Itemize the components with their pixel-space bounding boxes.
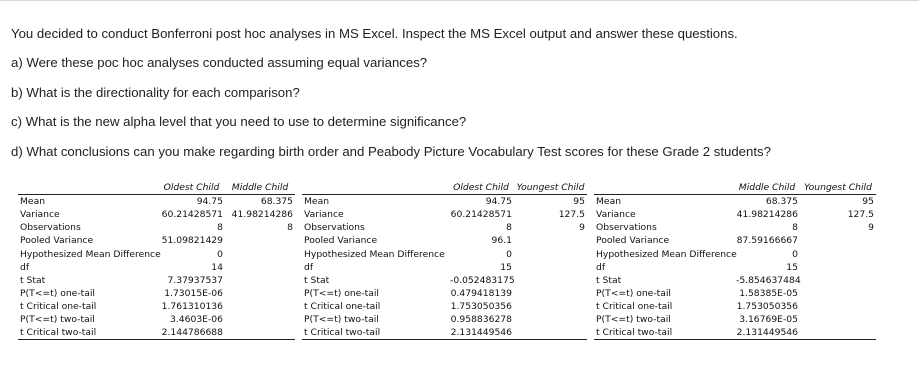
cell: 8 — [506, 222, 512, 234]
cell: 2.131449546 — [734, 326, 800, 340]
cell: 1.58385E-05 — [739, 287, 798, 299]
cell — [225, 274, 295, 287]
cell: 127.5 — [558, 209, 585, 221]
ttest-table-oldest-vs-youngest — [302, 181, 587, 340]
row-label: P(T<=t) one-tail — [596, 287, 671, 299]
cell: 96.1 — [491, 235, 512, 247]
cell: 95 — [800, 195, 876, 209]
cell — [800, 313, 876, 326]
column-header: Middle Child — [225, 181, 295, 195]
ttest-table-middle-vs-youngest — [594, 181, 876, 340]
cell: 7.37937537 — [167, 274, 223, 286]
row-label: t Stat — [304, 274, 330, 286]
cell — [800, 247, 876, 260]
cell — [800, 300, 876, 313]
row-label: t Critical two-tail — [594, 326, 734, 340]
row-label: Mean — [302, 195, 448, 209]
column-header: Middle Child — [734, 181, 800, 195]
cell — [514, 300, 587, 313]
row-label: Variance — [304, 209, 344, 221]
cell — [225, 234, 295, 247]
intro-text: You decided to conduct Bonferroni post hoc analyses in MS Excel. Inspect the MS Excel output and answer these questions. — [11, 26, 738, 41]
cell: 15 — [786, 261, 798, 273]
cell: 94.75 — [448, 195, 514, 209]
header-blank — [594, 181, 734, 195]
cell: 51.09821429 — [161, 235, 223, 247]
cell — [800, 326, 876, 340]
row-label: t Stat — [596, 274, 622, 286]
cell: 94.75 — [158, 195, 225, 209]
top-divider — [0, 0, 919, 1]
question-a: a) Were these poc hoc analyses conducted assuming equal variances? — [11, 55, 428, 70]
cell: 0 — [506, 248, 512, 260]
row-label: Observations — [596, 222, 657, 234]
cell: 0.958836278 — [450, 313, 512, 325]
cell — [800, 261, 876, 274]
cell — [225, 287, 295, 300]
cell: 1.753050356 — [450, 300, 512, 312]
row-label: Pooled Variance — [304, 235, 378, 247]
cell: 60.21428571 — [450, 209, 512, 221]
cell: 2.144786688 — [158, 326, 225, 340]
cell: 68.375 — [225, 195, 295, 209]
row-label: t Critical one-tail — [596, 300, 673, 312]
column-header: Youngest Child — [514, 181, 587, 195]
cell — [800, 234, 876, 247]
cell: 87.59166667 — [736, 235, 798, 247]
cell: 15 — [500, 261, 512, 273]
row-label: t Critical one-tail — [304, 300, 381, 312]
row-label: df — [304, 261, 314, 273]
cell: 14 — [211, 261, 223, 273]
row-label: Hypothesized Mean Difference — [596, 248, 737, 260]
column-header: Youngest Child — [800, 181, 876, 195]
cell — [514, 247, 587, 260]
question-b: b) What is the directionality for each comparison? — [11, 85, 300, 100]
cell: 68.375 — [734, 195, 800, 209]
cell: 60.21428571 — [161, 209, 223, 221]
row-label: Mean — [594, 195, 734, 209]
cell: 1.753050356 — [736, 300, 798, 312]
column-header: Oldest Child — [448, 181, 514, 195]
cell: 8 — [792, 222, 798, 234]
cell: 9 — [579, 222, 585, 234]
cell: 0 — [792, 248, 798, 260]
cell — [514, 261, 587, 274]
row-label: Observations — [304, 222, 365, 234]
cell: 3.16769E-05 — [739, 313, 798, 325]
row-label: P(T<=t) one-tail — [304, 287, 379, 299]
cell — [514, 274, 587, 287]
row-label: t Critical two-tail — [18, 326, 158, 340]
row-label: P(T<=t) one-tail — [20, 287, 95, 299]
cell: 3.4603E-06 — [170, 313, 223, 325]
row-label: Hypothesized Mean Difference — [304, 248, 445, 260]
header-blank — [302, 181, 448, 195]
cell: 8 — [217, 222, 223, 234]
row-label: P(T<=t) two-tail — [304, 313, 379, 325]
row-label: Hypothesized Mean Difference — [20, 248, 161, 260]
cell: 127.5 — [847, 209, 874, 221]
cell — [514, 234, 587, 247]
cell: -5.854637484 — [736, 274, 801, 286]
cell — [800, 287, 876, 300]
cell — [225, 313, 295, 326]
cell — [800, 274, 876, 287]
column-header: Oldest Child — [158, 181, 225, 195]
cell: -0.052483175 — [450, 274, 515, 286]
cell: 8 — [287, 222, 293, 234]
header-blank — [18, 181, 158, 195]
cell: 2.131449546 — [448, 326, 514, 340]
row-label: P(T<=t) two-tail — [20, 313, 95, 325]
cell: 41.98214286 — [231, 209, 293, 221]
row-label: t Critical one-tail — [20, 300, 97, 312]
cell: 41.98214286 — [736, 209, 798, 221]
cell — [225, 300, 295, 313]
row-label: P(T<=t) two-tail — [596, 313, 671, 325]
row-label: Variance — [20, 209, 60, 221]
ttest-table-oldest-vs-middle — [18, 181, 295, 340]
cell: 9 — [868, 222, 874, 234]
question-c: c) What is the new alpha level that you need to use to determine significance? — [11, 114, 467, 129]
cell: 1.761310136 — [161, 300, 223, 312]
cell — [514, 313, 587, 326]
cell — [225, 326, 295, 340]
row-label: Variance — [596, 209, 636, 221]
question-d: d) What conclusions can you make regarding birth order and Peabody Picture Vocabulary Test scores for these Grade 2 students? — [11, 144, 771, 159]
row-label: t Critical two-tail — [302, 326, 448, 340]
row-label: df — [20, 261, 30, 273]
row-label: t Stat — [20, 274, 46, 286]
cell: 0.479418139 — [450, 287, 512, 299]
cell: 0 — [217, 248, 223, 260]
row-label: df — [596, 261, 606, 273]
row-label: Observations — [20, 222, 81, 234]
cell — [514, 326, 587, 340]
cell: 1.73015E-06 — [164, 287, 223, 299]
cell — [225, 261, 295, 274]
cell — [225, 247, 295, 260]
cell: 95 — [514, 195, 587, 209]
row-label: Pooled Variance — [20, 235, 94, 247]
cell — [514, 287, 587, 300]
row-label: Mean — [18, 195, 158, 209]
row-label: Pooled Variance — [596, 235, 670, 247]
